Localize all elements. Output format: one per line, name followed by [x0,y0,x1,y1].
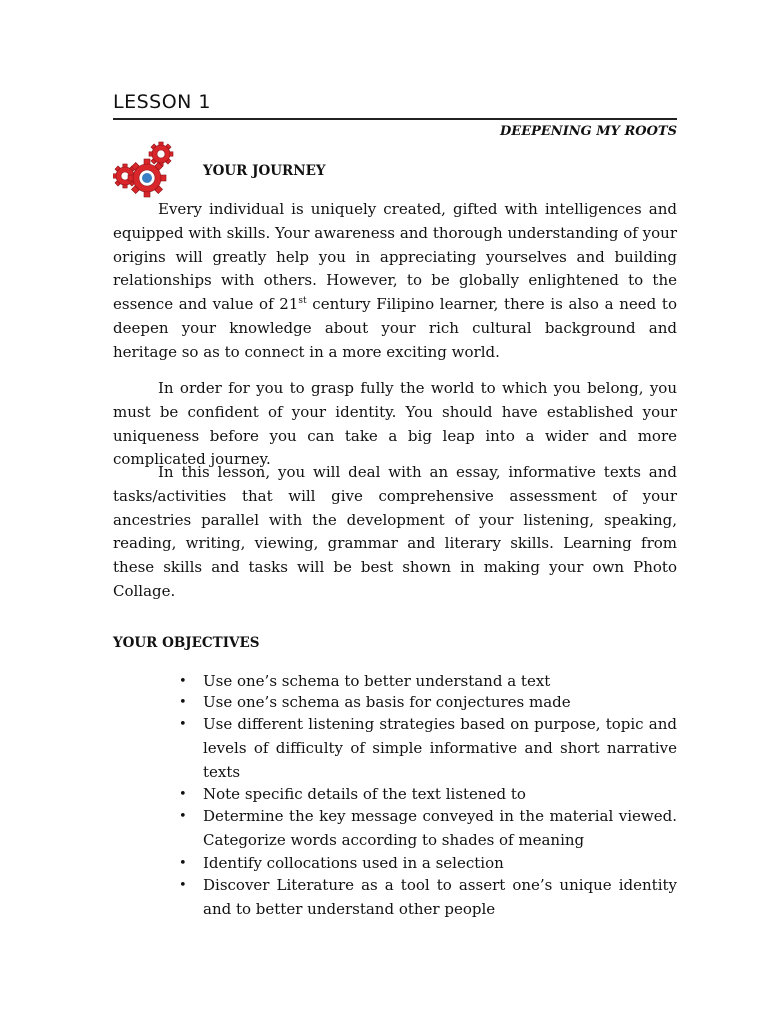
objective-text: Use different listening strategies based on purpose, topic and levels of difficulty of simple informative and short narrative texts [203,715,677,781]
bullet-icon: • [179,855,187,871]
list-item [179,853,677,874]
paragraph-1-text-a: Every individual is uniquely created, gifted with intelligences and equipped with skills. Your awareness and thorough understanding of your origins will greatly help you in appreciating yourselves and building relationships with others. However, to be globally enlightened to the essence and value of 21 [113,200,677,314]
objective-text: Use one’s schema as basis for conjectures made [203,693,571,711]
list-item [179,692,677,713]
list-item [179,805,677,853]
bullet-icon: • [179,674,187,689]
objective-text: Note specific details of the text listened to [203,785,526,804]
journey-paragraph-3: In this lesson, you will deal with an essay, informative texts and tasks/activities that will give comprehensive assessment of your ancestries parallel with the development of your listening, speaking, reading, writing, viewing, grammar and literary skills. Learning from these skills and tasks will be best shown in making your own Photo Collage. [113,463,677,600]
your-objectives-heading: YOUR OBJECTIVES [113,635,260,651]
paragraph-1-text-b: century Filipino learner, there is also a need to deepen your knowledge about your rich cultural background and heritage so as to connect in a more exciting world. [113,295,677,361]
ordinal-suffix: st [298,296,307,307]
bullet-icon: • [179,717,187,732]
your-journey-heading: YOUR JOURNEY [203,163,326,179]
bullet-icon: • [179,877,187,893]
objective-text: Discover Literature as a tool to assert one’s unique identity and to better understand other people [203,875,677,918]
list-item [179,713,677,784]
list-item [179,874,677,922]
bullet-icon: • [179,809,187,825]
list-item [179,671,677,692]
lesson-title: LESSON 1 [113,91,212,113]
red-gears-icon [113,138,181,198]
objective-text: Use one’s schema to better understand a text [203,672,551,690]
lesson-subtitle: DEEPENING MY ROOTS [500,124,677,139]
objective-text: Identify collocations used in a selection [203,853,504,872]
bullet-icon: • [179,787,187,803]
objective-text: Determine the key message conveyed in the material viewed. Categorize words according to shades of meaning [203,807,677,850]
journey-paragraph-2: In order for you to grasp fully the world to which you belong, you must be confident of your identity. You should have established your uniqueness before you can take a big leap into a wider and more complicated journey. [113,379,677,469]
title-divider [113,118,677,120]
list-item [179,784,677,805]
journey-paragraph-1 [113,198,677,365]
objectives-list [179,671,677,922]
bullet-icon: • [179,695,187,710]
